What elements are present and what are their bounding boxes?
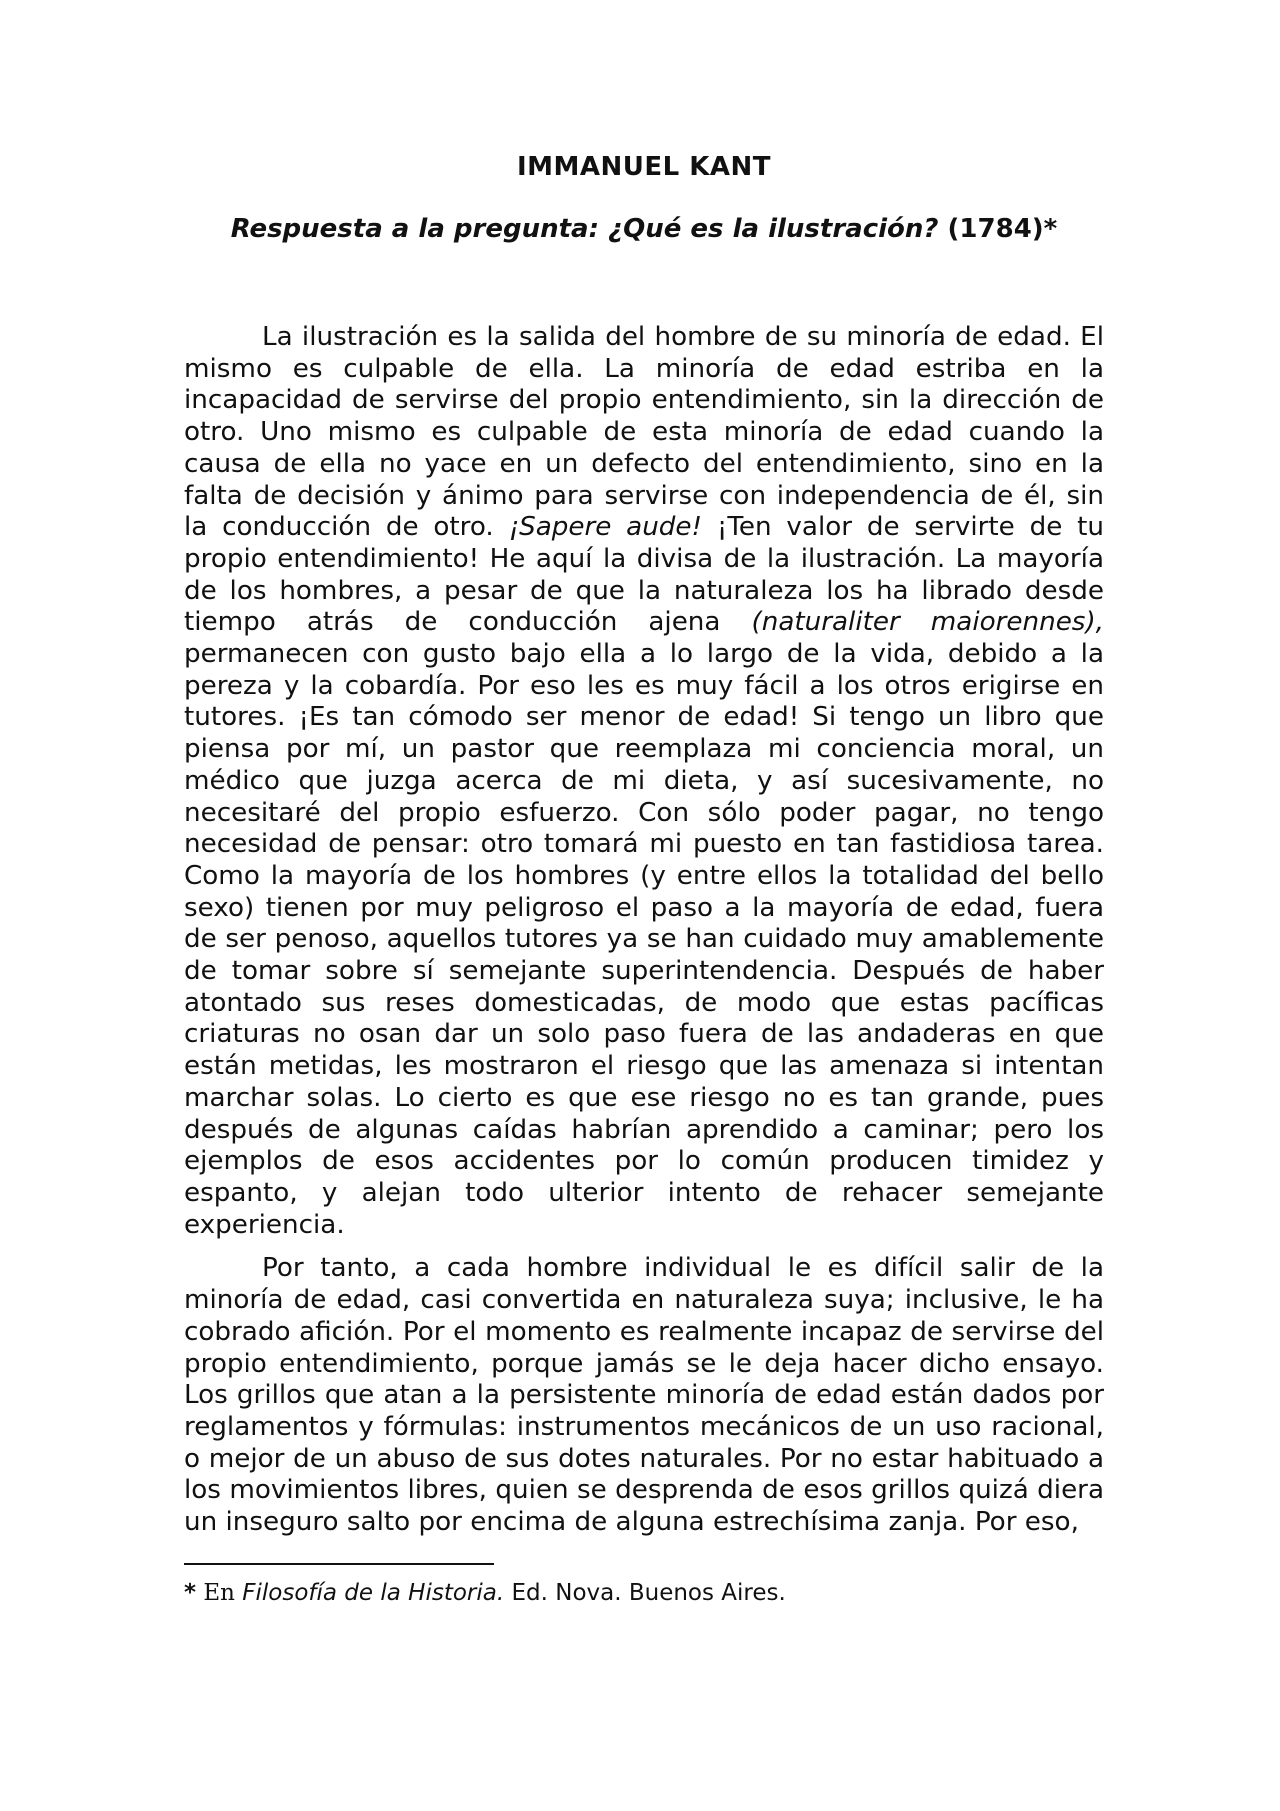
footnote-prefix: En <box>196 1580 243 1606</box>
body-text <box>184 322 1104 1551</box>
paragraph-1-segment-5: permanecen con gusto bajo ella a lo largo de la vida, debido a la pereza y la cobardía. Por eso les es muy fácil a los otros erigirse en tutores. ¡Es tan cómodo ser menor de edad! Si tengo un libro que piensa por mí, un pastor que reemplaza mi conciencia moral, un médico que juzga acerca de mi dieta, y así sucesivamente, no necesitaré del propio esfuerzo. Con sólo poder pagar, no tengo necesidad de pensar: otro tomará mi puesto en tan fastidiosa tarea. Como la mayoría de los hombres (y entre ellos la totalidad del bello sexo) tienen por muy peligroso el paso a la mayoría de edad, fuera de ser penoso, aquellos tutores ya se han cuidado muy amablemente de tomar sobre sí semejante superintendencia. Después de haber atontado sus reses domesticadas, de modo que estas pacíficas criaturas no osan dar un solo paso fuera de las andaderas en que están metidas, les mostraron el riesgo que las amenaza si intentan marchar solas. Lo cierto es que ese riesgo no es tan grande, pues después de algunas caídas habrían aprendido a caminar; pero los ejemplos de esos accidentes por lo común producen timidez y espanto, y alejan todo ulterior intento de rehacer semejante experiencia. <box>184 639 1104 1240</box>
paragraph-2-segment-1: Por tanto, a cada hombre individual le es difícil salir de la minoría de edad, casi convertida en naturaleza suya; inclusive, le ha cobrado afición. Por el momento es realmente incapaz de servirse del propio entendimiento, porque jamás se le deja hacer dicho ensayo. Los grillos que atan a la persistente minoría de edad están dados por reglamentos y fórmulas: instrumentos mecánicos de un uso racional, o mejor de un abuso de sus dotes naturales. Por no estar habituado a los movimientos libres, quien se desprenda de esos grillos quizá diera un inseguro salto por encima de alguna estrechísima zanja. Por eso, <box>184 1253 1104 1538</box>
paragraph-1-segment-2: ¡Sapere aude! <box>508 512 703 543</box>
essay-title <box>184 214 1104 244</box>
footnote-publisher: Ed. Nova. Buenos Aires. <box>504 1580 786 1606</box>
paragraph-1-segment-3: ¡Ten valor de servirte de tu propio entendimiento! He aquí la divisa de la ilustración. La mayoría de los hombres, a pesar de que la naturaleza los ha librado desde tiempo atrás de conducción ajena <box>184 512 1104 638</box>
paragraph-1-segment-4: (naturaliter maiorennes), <box>751 607 1104 638</box>
essay-title-text: Respuesta a la pregunta: ¿Qué es la ilustración? <box>230 214 939 244</box>
author-heading: IMMANUEL KANT <box>516 152 772 182</box>
footnote <box>184 1580 1104 1606</box>
essay-title-year: (1784)* <box>938 214 1058 244</box>
footnote-marker: * <box>184 1580 197 1606</box>
footnote-work-title: Filosofía de la Historia. <box>242 1580 505 1606</box>
paragraph-1 <box>184 322 1104 1241</box>
paragraph-1-segment-1: La ilustración es la salida del hombre de su minoría de edad. El mismo es culpable de ella. La minoría de edad estriba en la incapacidad de servirse del propio entendimiento, sin la dirección de otro. Uno mismo es culpable de esta minoría de edad cuando la causa de ella no yace en un defecto del entendimiento, sino en la falta de decisión y ánimo para servirse con independencia de él, sin la conducción de otro. <box>184 322 1104 543</box>
paragraph-2 <box>184 1253 1104 1538</box>
footnote-separator <box>184 1563 494 1565</box>
